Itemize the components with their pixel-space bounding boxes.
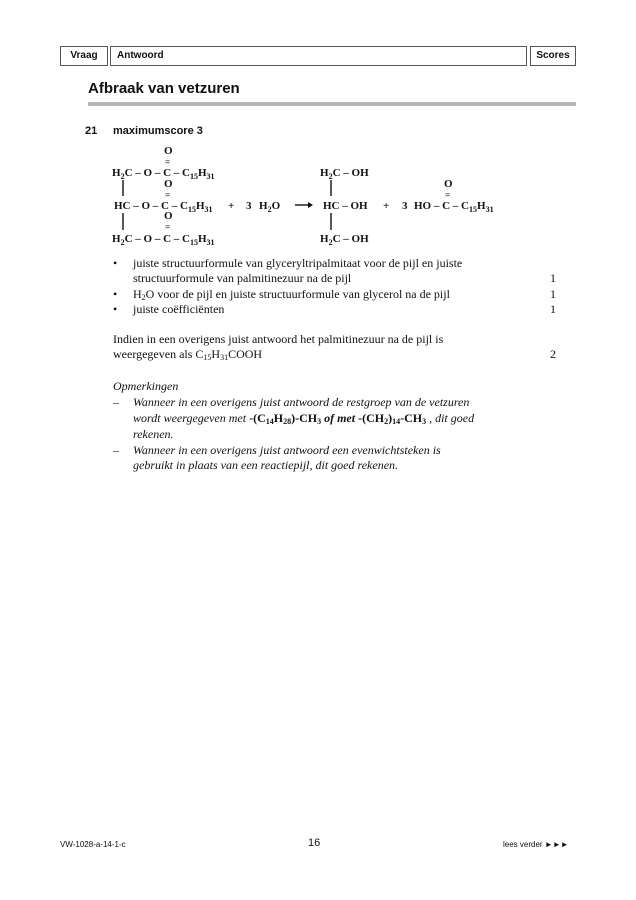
bullet-marker: • (113, 287, 118, 301)
plus-sign-1: + (228, 200, 235, 212)
svg-text:O: O (444, 178, 453, 190)
glycerol-structure (320, 167, 369, 247)
svg-text:O: O (164, 178, 173, 190)
header-vraag: Vraag (60, 46, 108, 66)
alt-answer-score: 2 (550, 347, 556, 361)
svg-text:=: = (445, 190, 451, 200)
plus-sign-2: + (383, 200, 390, 212)
alt-answer-line-2: weergegeven als $C_{15}H_{31}COOH$ (113, 347, 263, 362)
water-formula: $H_2O$ (259, 200, 281, 214)
question-number: 21 (85, 125, 98, 137)
restgroup-formula-1: $-(C_{14}H_{28})-CH_3$ (249, 411, 322, 426)
svg-text:HC – OH: HC – OH (323, 200, 368, 212)
max-score-label: maximumscore 3 (113, 125, 203, 137)
reaction-equation (108, 140, 528, 250)
svg-text:H2C – O – C – C15H31: $H_2C$ – O – C – $C_{15}H_{31}$ (112, 233, 215, 247)
acid-coefficient: 3 (402, 200, 408, 212)
reaction-arrow (295, 202, 313, 208)
remark-2-line-1: Wanneer in een overigens juist antwoord een evenwichtsteken is (133, 443, 441, 457)
svg-text:H2C – O – C – C15H31: $H_2C$ – O – C – $C_{15}H_{31}$ (112, 167, 215, 181)
svg-text:HO – C – C15H31: HO – C – $C_{15}H_{31}$ (414, 200, 494, 214)
header-antwoord: Antwoord (110, 46, 527, 66)
footer-continue: lees verder ►►► (503, 840, 569, 849)
svg-text:HC – O – C – C15H31: HC – O – C – $C_{15}H_{31}$ (114, 200, 213, 214)
remark-1-line-3: rekenen. (133, 427, 174, 441)
page-title: Afbraak van vetzuren (88, 80, 240, 97)
remark-2-line-2: gebruikt in plaats van een reactiepijl, dit goed rekenen. (133, 458, 399, 472)
footer-exam-code: VW-1028-a-14-1-c (60, 840, 126, 849)
svg-text:O: O (164, 145, 173, 157)
bullet-marker: • (113, 256, 118, 270)
bullet-1-line-1: juiste structuurformule van glyceryltripalmitaat voor de pijl en juiste (133, 256, 463, 270)
water-coefficient: 3 (246, 200, 252, 212)
restgroup-formula-2: $-(CH_2)_{14}-CH_3$ (358, 411, 427, 426)
header-scores: Scores (530, 46, 576, 66)
svg-text:=: = (165, 222, 171, 232)
alt-answer-line-1: Indien in een overigens juist antwoord het palmitinezuur na de pijl is (113, 332, 444, 346)
bullet-1-score: 1 (550, 271, 556, 285)
glyceryltripalmitate-structure (112, 145, 215, 247)
bullet-2-text: $H_2O$ voor de pijl en juiste structuurformule van glycerol na de pijl (133, 287, 450, 302)
palmitic-acid-structure (414, 178, 494, 214)
svg-text:=: = (165, 157, 171, 167)
svg-text:O: O (164, 210, 173, 222)
svg-text:H2C – OH: $H_2C$ – OH (320, 233, 369, 247)
remarks-heading: Opmerkingen (113, 379, 179, 393)
remark-1-line-1: Wanneer in een overigens juist antwoord de restgroep van de vetzuren (133, 395, 470, 409)
remark-1-dash: – (113, 395, 119, 409)
bullet-1-line-2: structuurformule van palmitinezuur na de pijl (133, 271, 352, 285)
bullet-3-text: juiste coëfficiënten (133, 302, 225, 316)
bullet-2-score: 1 (550, 287, 556, 301)
svg-text:H2C – OH: $H_2C$ – OH (320, 167, 369, 181)
footer-page-number: 16 (308, 837, 321, 849)
remark-2-dash: – (113, 443, 119, 457)
remark-1-line-2: wordt weergegeven met $-(C_{14}H_{28})-CH_3$ of met $-(CH_2)_{14}-CH_3$ , dit goed (133, 411, 475, 426)
svg-text:=: = (165, 190, 171, 200)
title-divider (88, 102, 576, 106)
bullet-marker: • (113, 302, 118, 316)
bullet-3-score: 1 (550, 302, 556, 316)
